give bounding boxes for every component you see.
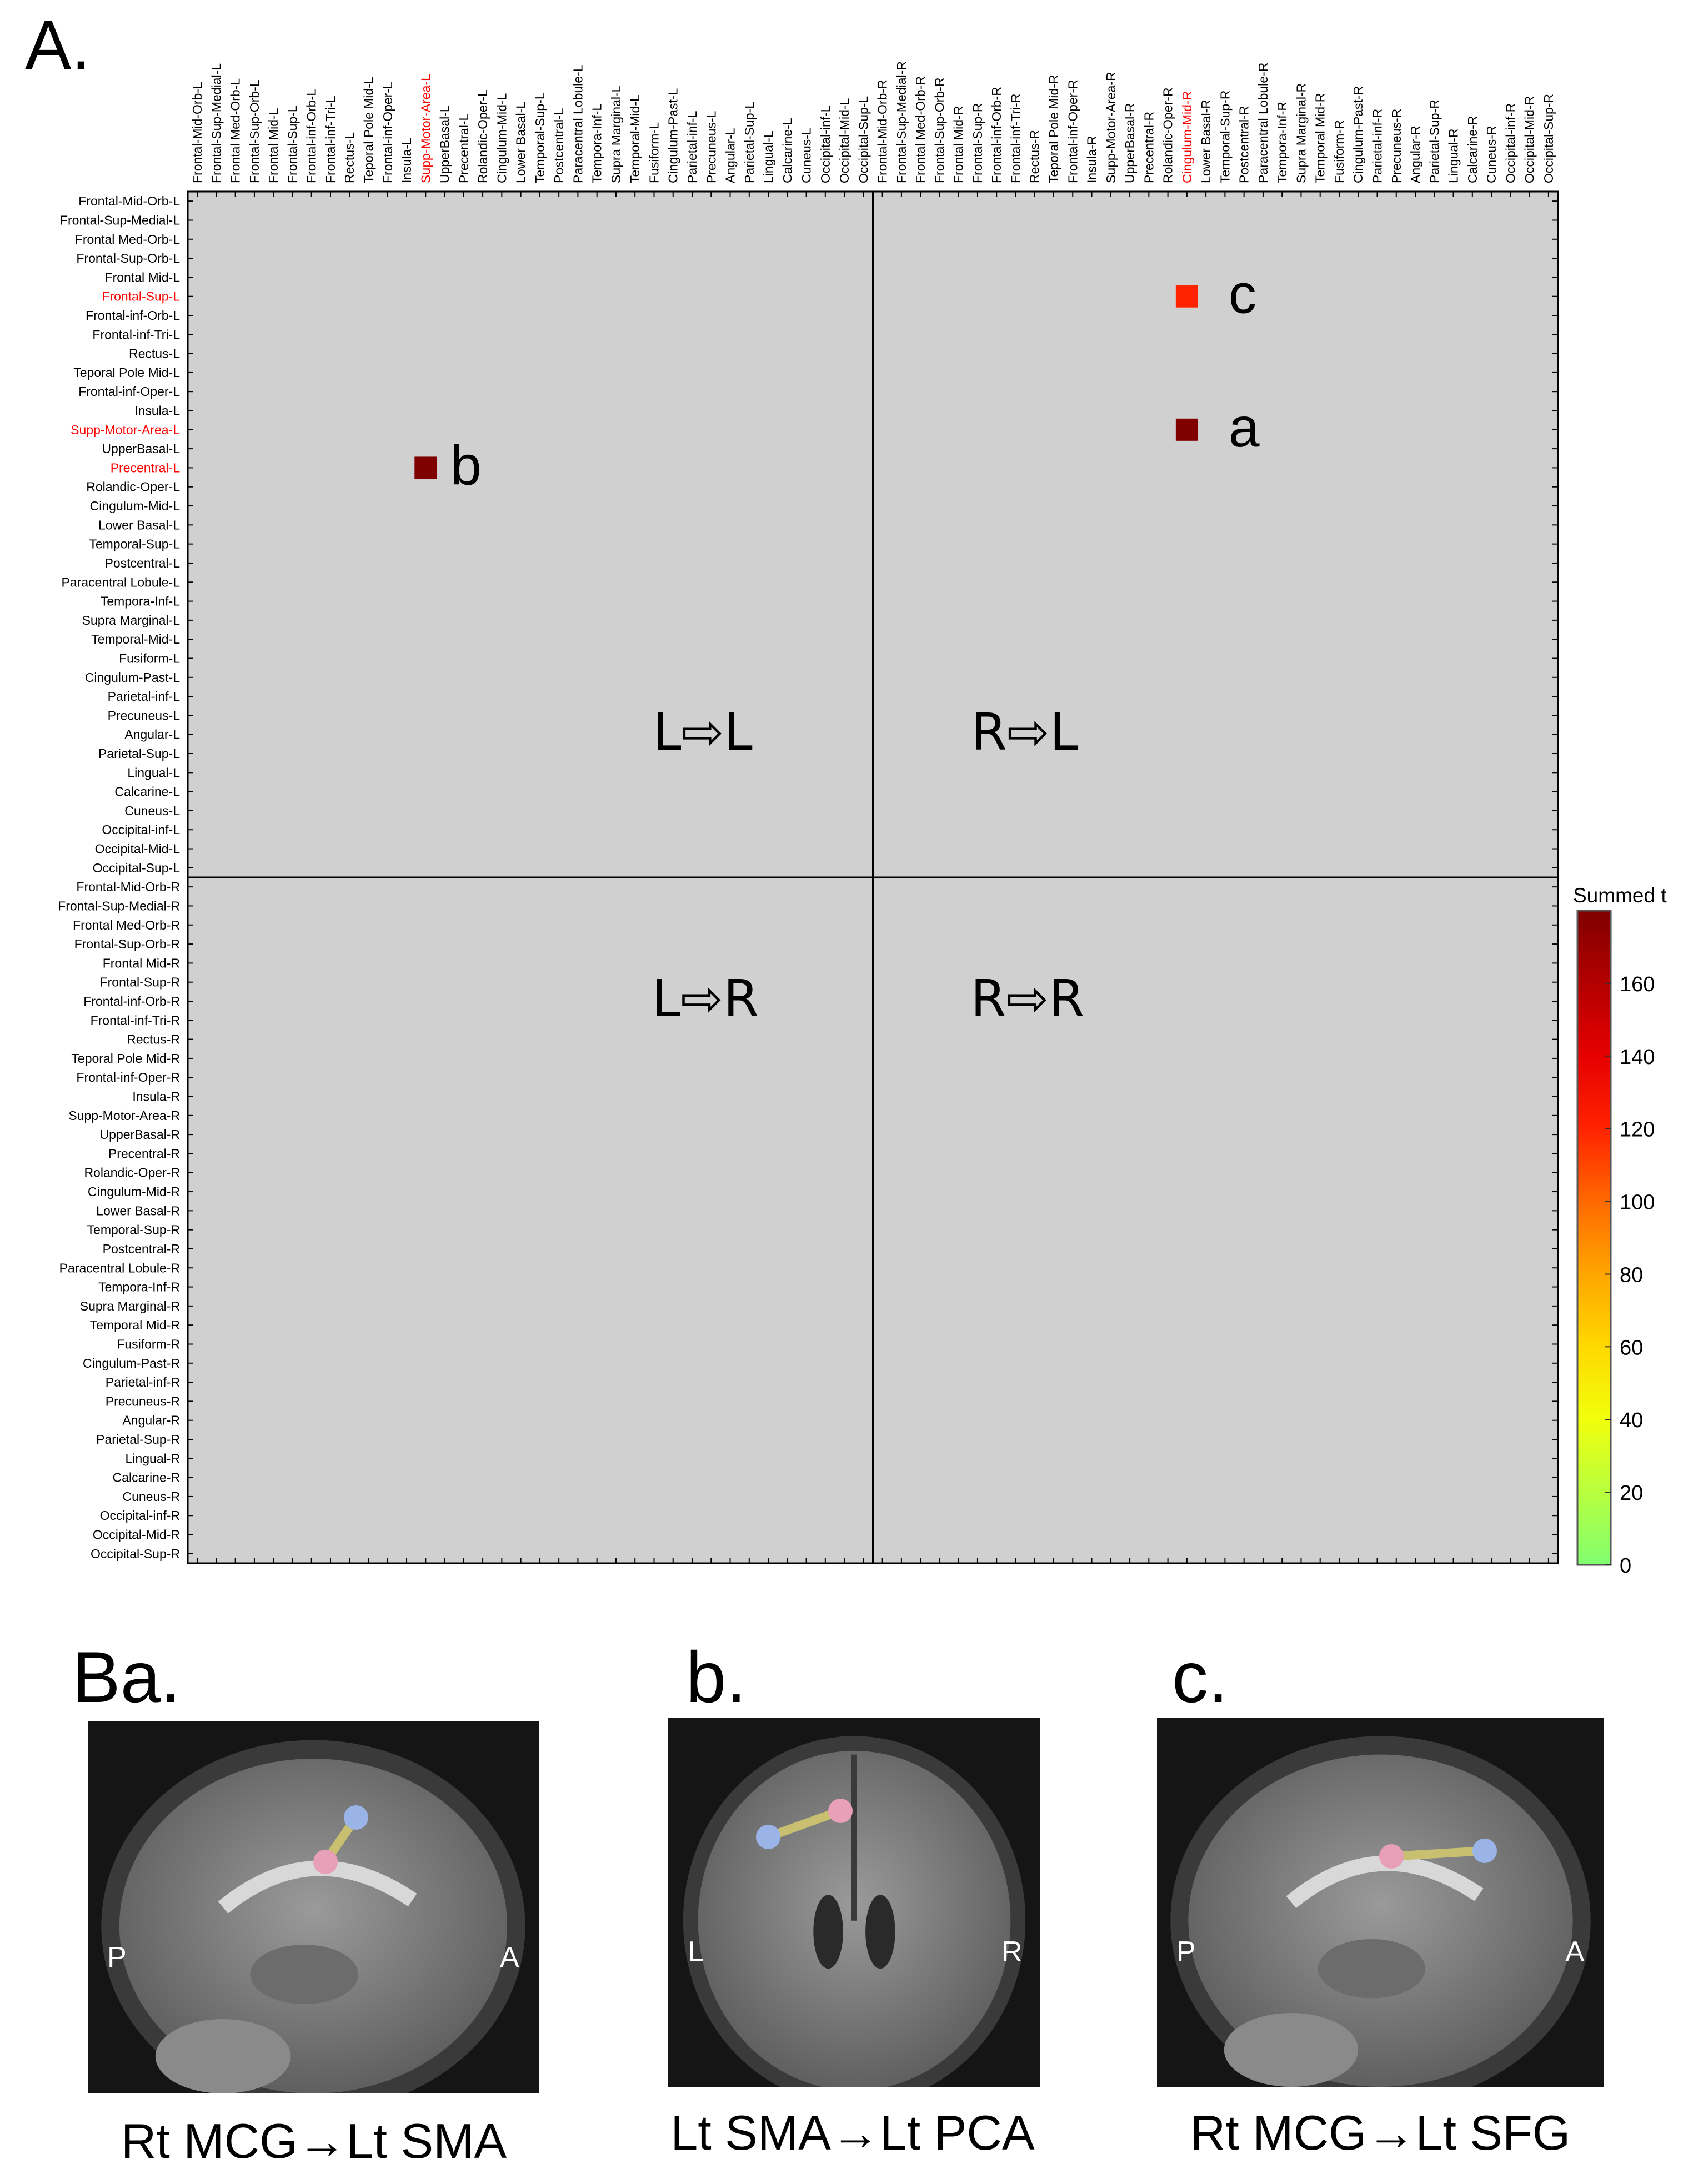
column-label: Occipital-Mid-R xyxy=(1522,96,1537,183)
column-label: Teporal Pole Mid-R xyxy=(1046,74,1061,183)
thalamus xyxy=(250,1945,358,2004)
column-label: Angular-R xyxy=(1408,125,1423,183)
colorbar-tick-label: 80 xyxy=(1620,1263,1644,1287)
row-label: Rectus-R xyxy=(127,1032,180,1047)
column-label: Rectus-L xyxy=(342,132,357,183)
row-label: Paracentral Lobule-R xyxy=(59,1261,180,1276)
column-label: Temporal Mid-R xyxy=(1313,93,1328,183)
caption-bb: Lt SMA→Lt PCA xyxy=(670,2105,1035,2160)
caption-bc: Rt MCG→Lt SFG xyxy=(1190,2105,1571,2160)
column-label: Fusiform-R xyxy=(1331,120,1346,183)
column-label: Paracentral Lobule-R xyxy=(1255,62,1270,183)
thalamus xyxy=(1318,1939,1425,1998)
cell-annotation: a xyxy=(1228,396,1260,459)
row-label: Insula-R xyxy=(132,1089,180,1104)
row-label: Cingulum-Past-R xyxy=(82,1355,180,1370)
row-label: Frontal-Mid-Orb-R xyxy=(76,880,180,895)
column-label: Temporal-Sup-L xyxy=(532,92,547,183)
colorbar-tick-label: 20 xyxy=(1620,1482,1644,1505)
quadrant-label: L⇨R xyxy=(652,969,759,1028)
row-label: Insula-L xyxy=(134,403,180,418)
row-label: Lingual-L xyxy=(127,765,180,780)
row-label: Frontal-Sup-Medial-L xyxy=(59,213,180,228)
row-label: Frontal-inf-Orb-L xyxy=(86,308,180,323)
orientation-left: P xyxy=(107,1941,127,1974)
column-label: Frontal-inf-Orb-L xyxy=(304,89,319,183)
target-node xyxy=(344,1805,368,1830)
column-label: Occipital-Mid-L xyxy=(837,98,852,183)
colorbar-tick-label: 120 xyxy=(1620,1118,1655,1142)
row-label: Parietal-Sup-R xyxy=(96,1432,180,1447)
row-label: Calcarine-R xyxy=(112,1470,180,1485)
orientation-left: P xyxy=(1176,1935,1196,1968)
colorbar-title: Summed t xyxy=(1573,884,1667,907)
quadrant-label: R⇨L xyxy=(971,702,1079,762)
row-label: Temporal-Sup-L xyxy=(89,536,180,551)
column-label: Lingual-L xyxy=(761,130,776,183)
row-label: Supra Marginal-R xyxy=(79,1298,180,1313)
row-label: Tempora-Inf-R xyxy=(98,1279,180,1294)
row-label: Occipital-Mid-L xyxy=(94,841,180,856)
column-label: Occipital-Sup-R xyxy=(1541,93,1556,183)
quadrant-label: R⇨R xyxy=(970,969,1085,1028)
row-label: Lower Basal-L xyxy=(98,518,180,533)
row-label: Precentral-R xyxy=(108,1146,180,1161)
target-node xyxy=(1472,1839,1497,1863)
column-label: Calcarine-L xyxy=(780,118,795,183)
row-label: UpperBasal-L xyxy=(102,441,180,456)
column-label: Supp-Motor-Area-L xyxy=(418,74,433,183)
column-label: Postcentral-R xyxy=(1236,106,1251,183)
row-label: Temporal-Sup-R xyxy=(87,1222,180,1237)
source-node xyxy=(828,1799,853,1823)
column-label: Precentral-L xyxy=(456,113,471,183)
column-label: Rolandic-Oper-R xyxy=(1160,87,1175,183)
row-label: Parietal-Sup-L xyxy=(98,746,180,761)
source-node xyxy=(313,1850,338,1874)
column-label: Precuneus-L xyxy=(704,111,719,183)
colorbar-tick-label: 60 xyxy=(1620,1336,1644,1360)
column-label: Temporal-Mid-L xyxy=(628,94,643,183)
row-label: Supra Marginal-L xyxy=(82,612,180,627)
row-label: Tempora-Inf-L xyxy=(100,594,180,609)
column-label: Frontal Med-Orb-R xyxy=(913,76,928,183)
connection-arrow xyxy=(1391,1851,1485,1856)
column-label: Frontal-Mid-Orb-L xyxy=(190,82,205,183)
row-label: Cingulum-Mid-R xyxy=(87,1184,180,1199)
column-label: UpperBasal-L xyxy=(437,105,452,183)
column-label: Frontal-inf-Tri-L xyxy=(323,96,338,183)
target-node xyxy=(756,1825,780,1849)
row-label: Frontal Med-Orb-L xyxy=(74,232,180,247)
column-label: Fusiform-L xyxy=(647,122,662,183)
column-label: Parietal-Sup-R xyxy=(1427,99,1442,183)
panel-bc-label: c. xyxy=(1172,1636,1229,1718)
orientation-left: L xyxy=(688,1935,704,1968)
brain-image-bb xyxy=(668,1718,1040,2087)
column-label: Frontal-Sup-Orb-R xyxy=(932,77,947,183)
column-label: Lower Basal-R xyxy=(1199,99,1214,183)
column-label: Supp-Motor-Area-R xyxy=(1103,72,1118,183)
colorbar-tick-label: 160 xyxy=(1620,972,1655,996)
row-label: Cingulum-Past-L xyxy=(84,670,180,685)
column-label: Occipital-inf-R xyxy=(1503,103,1518,183)
column-label: Angular-L xyxy=(723,128,738,183)
column-label: Teporal Pole Mid-L xyxy=(361,77,376,183)
row-label: Fusiform-L xyxy=(119,651,180,666)
row-label: Occipital-inf-R xyxy=(99,1508,180,1523)
row-label: Rolandic-Oper-L xyxy=(86,479,180,494)
row-label: Frontal-inf-Orb-R xyxy=(83,993,180,1008)
column-label: Rectus-R xyxy=(1027,130,1042,183)
orientation-right: R xyxy=(1001,1935,1023,1968)
row-label: Frontal Mid-R xyxy=(102,956,180,971)
row-label: Occipital-inf-L xyxy=(102,822,180,837)
row-label: Cuneus-L xyxy=(124,803,180,818)
row-label: Occipital-Sup-R xyxy=(90,1546,180,1561)
row-label: Precuneus-R xyxy=(105,1394,180,1409)
row-label: Teporal Pole Mid-R xyxy=(71,1051,180,1066)
column-label: Precentral-R xyxy=(1141,111,1156,183)
ventricle-left xyxy=(813,1895,843,1969)
row-label: Frontal-Sup-Medial-R xyxy=(58,898,180,913)
row-label: Frontal-Sup-R xyxy=(99,975,180,990)
column-label: Parietal-inf-R xyxy=(1370,108,1385,183)
row-label: Precuneus-L xyxy=(107,708,180,723)
row-label: Supp-Motor-Area-R xyxy=(68,1108,180,1123)
column-label: Parietal-Sup-L xyxy=(742,101,757,183)
column-label: Occipital-inf-L xyxy=(818,105,833,183)
column-label: Calcarine-R xyxy=(1465,116,1480,183)
row-label: Parietal-inf-L xyxy=(107,689,180,704)
row-label: Angular-R xyxy=(122,1413,180,1428)
cerebellum xyxy=(1224,2013,1359,2087)
column-label: Frontal Mid-L xyxy=(266,108,281,183)
column-label: Parietal-inf-L xyxy=(684,111,699,183)
column-label: Postcentral-L xyxy=(552,108,567,183)
row-label: Cuneus-R xyxy=(122,1489,180,1504)
colorbar xyxy=(1577,911,1611,1565)
row-label: Rolandic-Oper-R xyxy=(84,1165,180,1180)
column-label: Frontal-Mid-Orb-R xyxy=(875,79,890,183)
column-label: Frontal-inf-Tri-R xyxy=(1008,93,1023,183)
row-label: Precentral-L xyxy=(110,460,180,475)
row-label: Frontal-Sup-Orb-L xyxy=(76,251,180,266)
panel-a-label: A. xyxy=(25,7,91,84)
row-label: Occipital-Mid-R xyxy=(92,1527,180,1542)
row-label: Parietal-inf-R xyxy=(105,1375,180,1390)
row-label: Supp-Motor-Area-L xyxy=(71,422,180,437)
colorbar-tick-label: 140 xyxy=(1620,1045,1655,1069)
row-label: UpperBasal-R xyxy=(99,1127,180,1142)
row-label: Lower Basal-R xyxy=(96,1203,180,1218)
column-label: UpperBasal-R xyxy=(1123,103,1138,183)
column-label: Occipital-Sup-L xyxy=(856,96,871,183)
column-label: Lingual-R xyxy=(1446,128,1461,183)
quadrant-label: L⇨L xyxy=(653,702,753,762)
column-label: Frontal Mid-R xyxy=(951,106,966,183)
row-label: Temporal-Mid-L xyxy=(91,632,180,647)
cell-annotation: b xyxy=(450,434,482,497)
column-label: Insula-R xyxy=(1084,135,1099,183)
row-label: Calcarine-L xyxy=(114,784,180,799)
colorbar-tick-label: 40 xyxy=(1620,1409,1644,1433)
row-label: Teporal Pole Mid-L xyxy=(73,365,180,380)
column-label: Frontal-Sup-Medial-R xyxy=(894,61,909,183)
colorbar-tick-label: 100 xyxy=(1620,1191,1655,1214)
matrix-cell xyxy=(414,456,437,479)
row-label: Fusiform-R xyxy=(117,1337,180,1352)
row-label: Angular-L xyxy=(124,727,180,742)
column-label: Insula-L xyxy=(399,138,414,183)
column-label: Frontal-inf-Oper-R xyxy=(1065,79,1080,183)
brain-image-ba xyxy=(88,1721,539,2093)
column-label: Cingulum-Mid-R xyxy=(1179,91,1194,183)
matrix-cell xyxy=(1176,419,1198,441)
panel-bb-label: b. xyxy=(686,1636,747,1718)
source-node xyxy=(1379,1844,1404,1869)
column-label: Frontal Med-Orb-L xyxy=(228,78,243,183)
row-label: Postcentral-L xyxy=(104,555,180,570)
column-label: Cingulum-Past-R xyxy=(1351,86,1366,183)
row-label: Frontal-Mid-Orb-L xyxy=(78,194,180,209)
column-label: Tempora-Inf-L xyxy=(589,103,604,183)
row-label: Occipital-Sup-L xyxy=(92,860,180,875)
column-label: Temporal-Sup-R xyxy=(1218,90,1233,183)
ventricle-right xyxy=(865,1895,895,1969)
row-label: Lingual-R xyxy=(125,1451,180,1466)
panel-ba-label: Ba. xyxy=(72,1636,181,1718)
row-label: Temporal Mid-R xyxy=(89,1318,180,1333)
caption-ba: Rt MCG→Lt SMA xyxy=(121,2113,507,2168)
column-label: Supra Marginal-L xyxy=(608,85,623,183)
cell-annotation: c xyxy=(1228,263,1256,325)
row-label: Frontal-inf-Tri-L xyxy=(92,327,180,342)
column-label: Frontal-Sup-Medial-L xyxy=(209,63,224,183)
row-label: Cingulum-Mid-L xyxy=(89,499,180,514)
row-label: Postcentral-R xyxy=(102,1241,180,1256)
column-label: Supra Marginal-R xyxy=(1294,83,1309,183)
brain-image-bc xyxy=(1157,1718,1604,2087)
column-label: Cuneus-L xyxy=(799,128,814,183)
column-label: Frontal-inf-Oper-L xyxy=(380,82,395,183)
column-label: Paracentral Lobule-L xyxy=(570,64,585,183)
column-label: Rolandic-Oper-L xyxy=(475,89,490,183)
row-label: Frontal-Sup-Orb-R xyxy=(74,937,180,952)
row-label: Paracentral Lobule-L xyxy=(61,575,180,590)
column-label: Cuneus-R xyxy=(1484,125,1499,183)
colorbar-tick-label: 0 xyxy=(1620,1554,1632,1578)
orientation-right: A xyxy=(1565,1935,1585,1968)
row-label: Frontal Mid-L xyxy=(104,270,180,285)
column-label: Frontal-Sup-L xyxy=(285,105,300,183)
row-label: Frontal-inf-Tri-R xyxy=(90,1013,180,1028)
column-label: Lower Basal-L xyxy=(513,101,528,183)
cerebellum xyxy=(156,2019,291,2093)
column-label: Frontal-inf-Orb-R xyxy=(989,87,1004,183)
row-label: Frontal-inf-Oper-R xyxy=(76,1070,180,1085)
row-label: Frontal Med-Orb-R xyxy=(73,917,180,932)
column-label: Precuneus-R xyxy=(1389,108,1404,183)
row-label: Frontal-Sup-L xyxy=(102,289,180,304)
row-label: Rectus-L xyxy=(128,346,180,361)
matrix-cell xyxy=(1176,285,1198,308)
column-label: Cingulum-Mid-L xyxy=(494,93,509,183)
row-label: Frontal-inf-Oper-L xyxy=(78,384,180,399)
column-label: Frontal-Sup-R xyxy=(970,103,985,183)
column-label: Cingulum-Past-L xyxy=(665,88,680,183)
orientation-right: A xyxy=(500,1941,519,1974)
column-label: Tempora-Inf-R xyxy=(1275,102,1290,183)
column-label: Frontal-Sup-Orb-L xyxy=(247,79,262,183)
